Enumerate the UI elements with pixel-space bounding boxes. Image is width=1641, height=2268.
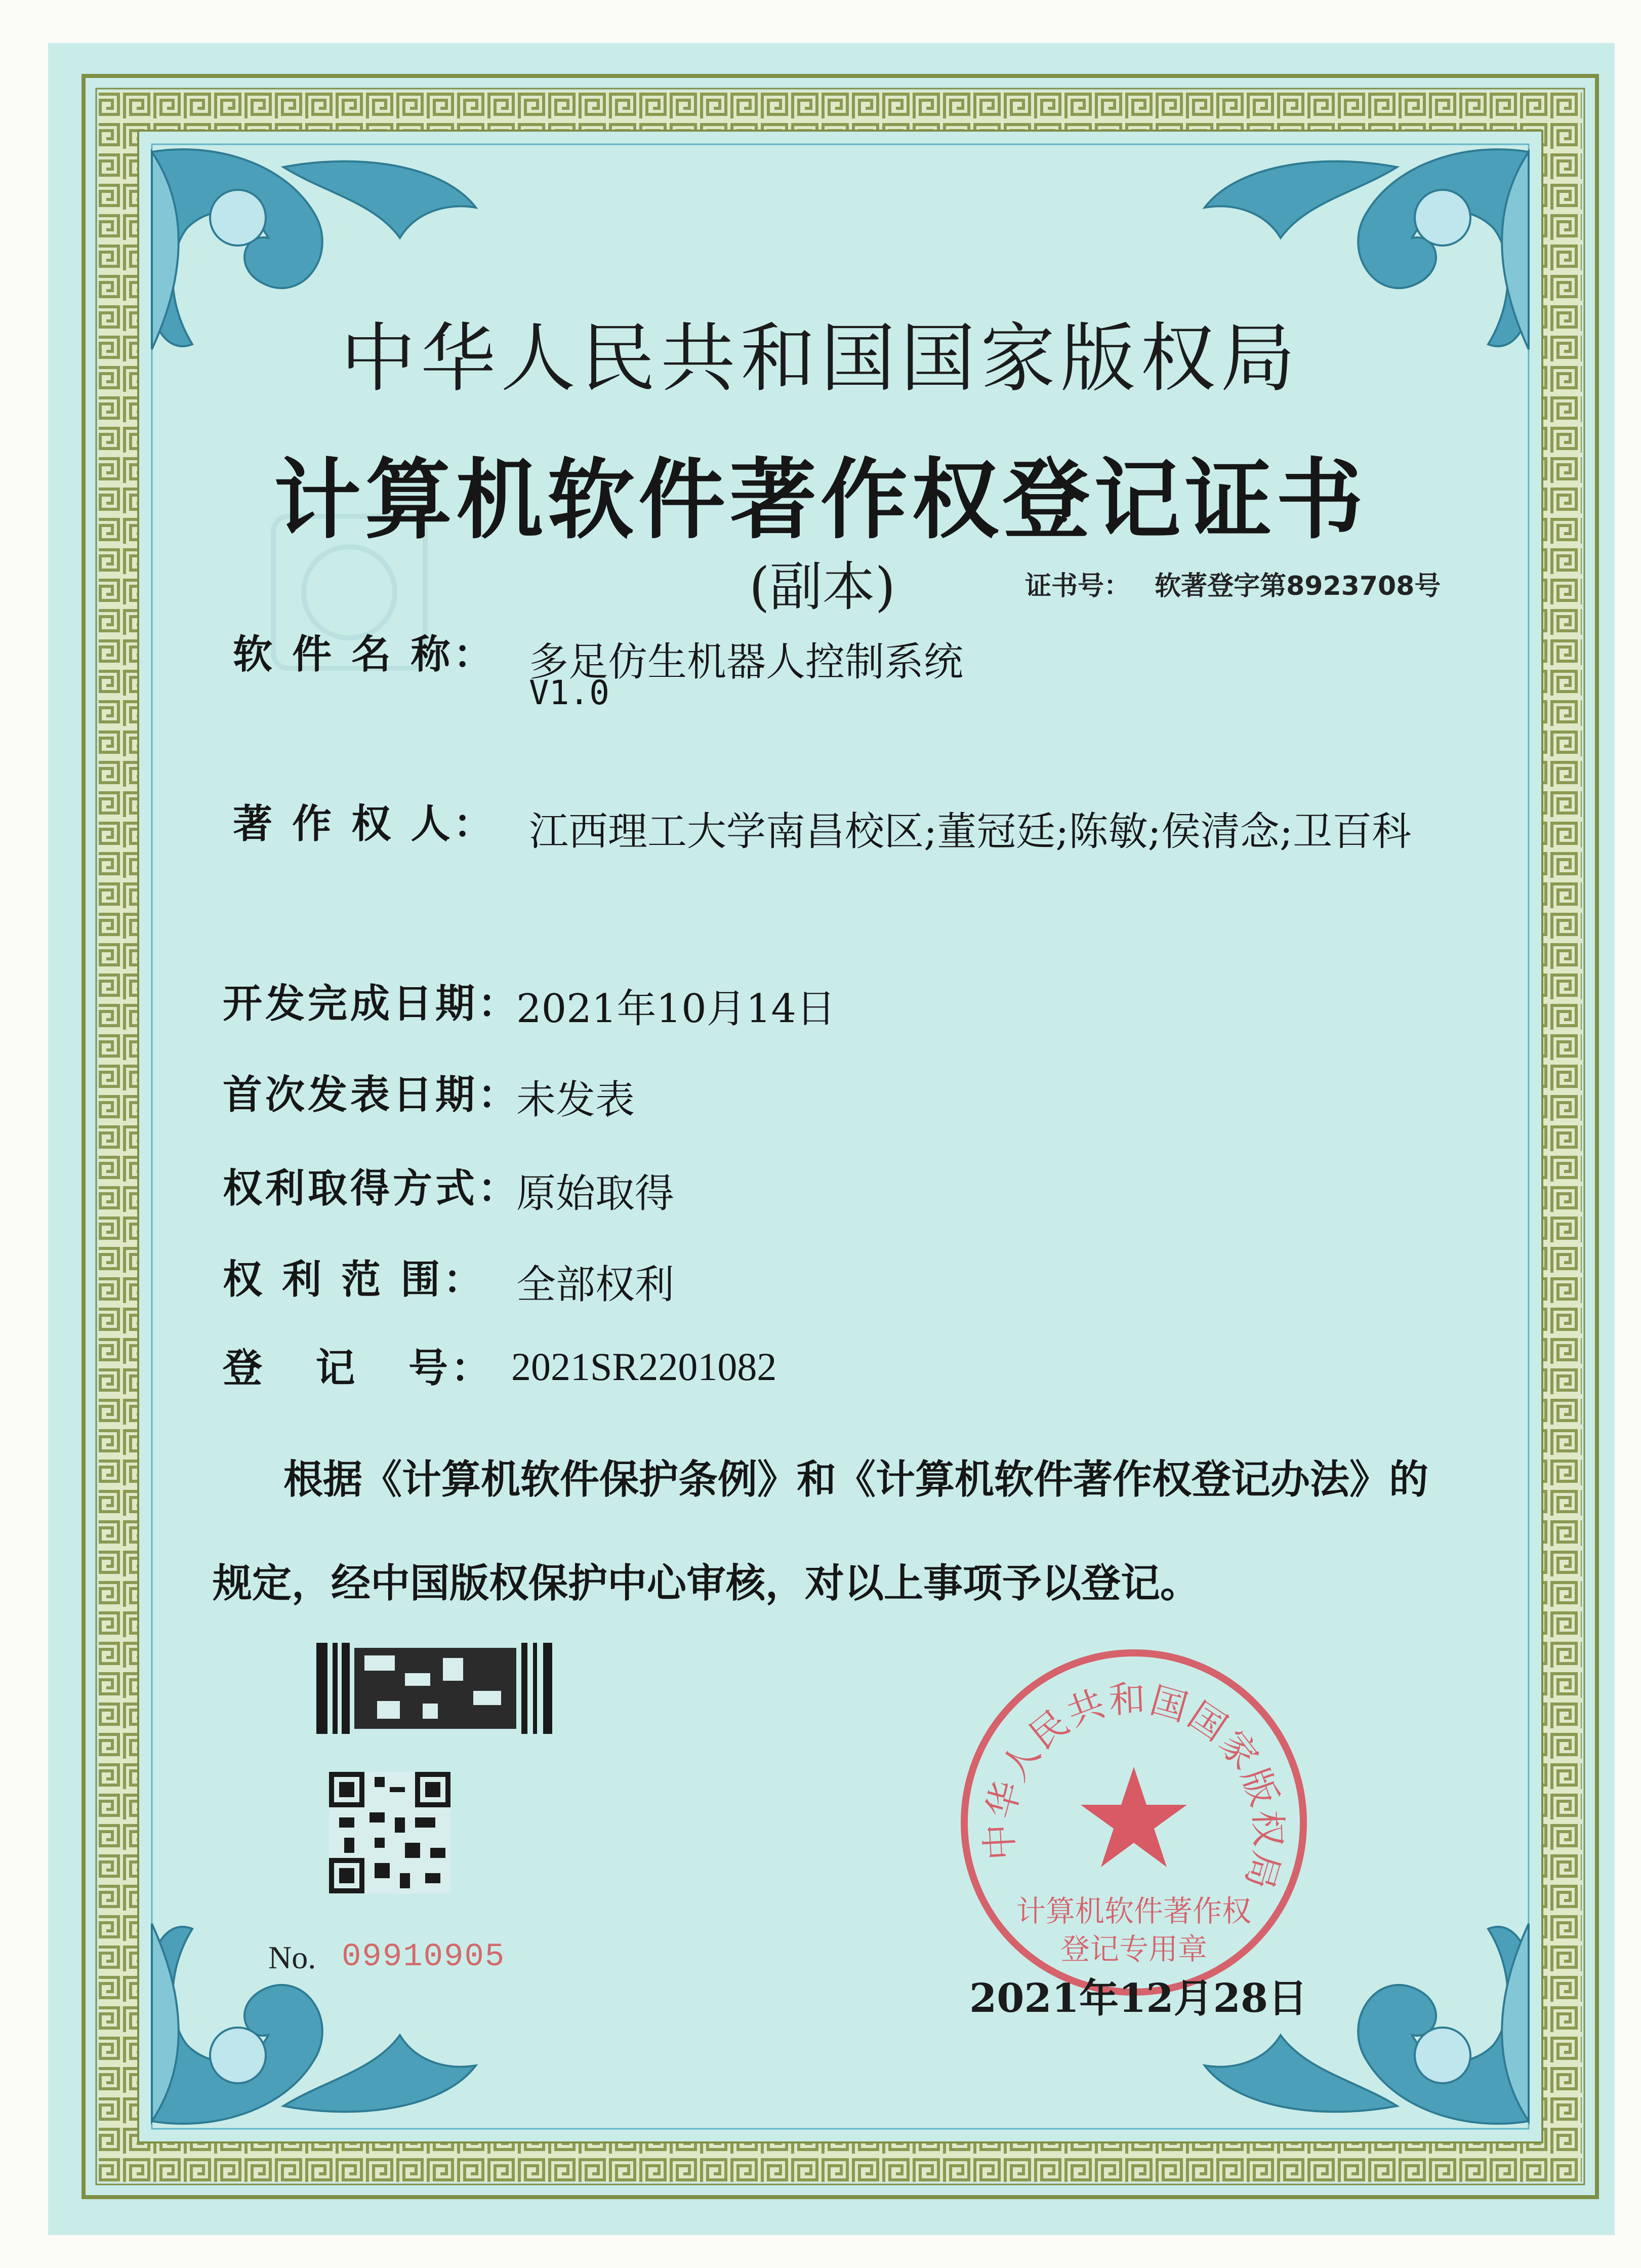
field-label-completion-date: 开发完成日期： (223, 981, 521, 1027)
copy-marker: (副本) (749, 556, 896, 618)
field-value-first-publication: 未发表 (516, 1077, 635, 1123)
svg-text:登记专用章: 登记专用章 (1060, 1932, 1208, 1966)
field-label-rights-scope: 权 利 范 围： (223, 1257, 486, 1303)
issue-date: 2021年12月28日 (969, 1975, 1308, 2021)
field-value-completion-date: 2021年10月14日 (516, 986, 836, 1032)
certificate-number (1025, 564, 1441, 602)
field-label-first-publication: 首次发表日期： (223, 1072, 521, 1118)
serial-number-label: No. (268, 1939, 316, 1975)
field-value-software-version: V1.0 (529, 673, 609, 712)
qr-code (329, 1772, 450, 1893)
serial-number-value: 09910905 (342, 1939, 506, 1975)
certificate-title: 计算机软件著作权登记证书 (274, 448, 1367, 551)
statement-line-1: 根据《计算机软件保护条例》和《计算机软件著作权登记办法》的 (283, 1456, 1429, 1503)
field-label-acquisition-method: 权利取得方式： (223, 1165, 521, 1211)
svg-text:中华人民共和国国家版权局: 中华人民共和国国家版权局 (977, 1677, 1290, 1896)
certificate-number-value: 软著登字第8923708号 (1155, 571, 1441, 601)
field-value-rights-scope: 全部权利 (516, 1262, 675, 1308)
statement-line-2: 规定，经中国版权保护中心审核，对以上事项予以登记。 (213, 1560, 1200, 1606)
issuing-authority: 中华人民共和国国家版权局 (341, 315, 1300, 402)
certificate-number-label: 证书号： (1025, 571, 1131, 601)
field-value-registration-number: 2021SR2201082 (511, 1345, 777, 1389)
field-value-acquisition-method: 原始取得 (516, 1171, 675, 1217)
field-label-software-name: 软 件 名 称： (233, 631, 496, 677)
barcode (316, 1643, 554, 1734)
field-label-copyright-owner: 著 作 权 人： (233, 801, 496, 847)
field-label-registration-number: 登 记 号： (223, 1345, 494, 1391)
official-seal (952, 1640, 1316, 2005)
field-value-copyright-owner: 江西理工大学南昌校区;董冠廷;陈敏;侯清念;卫百科 (529, 809, 1412, 855)
svg-text:计算机软件著作权: 计算机软件著作权 (1016, 1894, 1252, 1928)
field-value-software-name: 多足仿生机器人控制系统 (529, 639, 964, 685)
